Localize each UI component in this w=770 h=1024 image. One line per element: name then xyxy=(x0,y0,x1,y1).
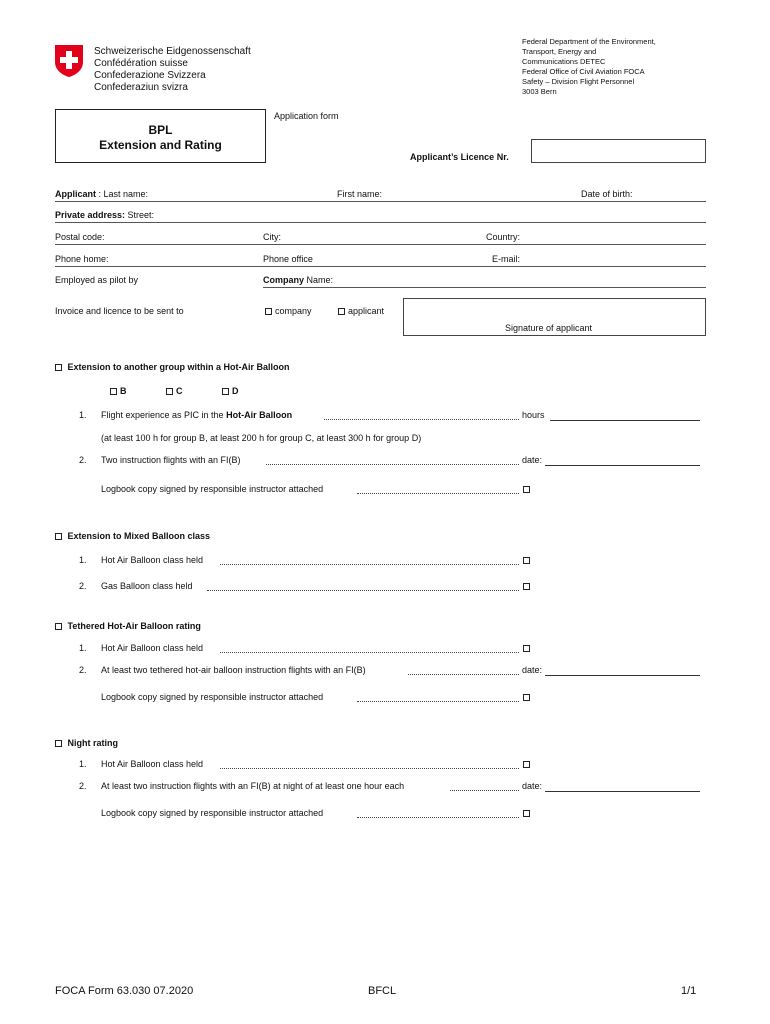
s1-item-number: 1. xyxy=(79,410,87,420)
date-field[interactable] xyxy=(545,675,700,676)
s2-item-number: 2. xyxy=(79,581,87,591)
date-label: date: xyxy=(522,665,543,675)
s1-item1-text xyxy=(101,410,292,420)
s1-item1-note: (at least 100 h for group B, at least 200 h for group C, at least 300 h for group D) xyxy=(101,433,422,443)
city-label: City: xyxy=(263,232,281,242)
department-line: Federal Office of Civil Aviation FOCA xyxy=(522,67,645,76)
leader-dots xyxy=(220,652,519,653)
checkbox-icon[interactable] xyxy=(523,694,530,701)
checkbox-icon[interactable] xyxy=(338,308,345,315)
checkbox-icon[interactable] xyxy=(523,583,530,590)
title-line-1: BPL xyxy=(148,123,173,137)
licence-number-field[interactable] xyxy=(531,139,706,163)
country-label: Country: xyxy=(486,232,521,242)
checkbox-icon[interactable] xyxy=(55,533,62,540)
leader-dots xyxy=(207,590,519,591)
leader-dots xyxy=(220,768,519,769)
street-text: Street: xyxy=(125,210,155,220)
s2-item2-checkbox[interactable] xyxy=(523,581,533,591)
company-row-line[interactable] xyxy=(263,287,706,288)
postal-row-line[interactable] xyxy=(55,244,706,245)
private-address-bold: Private address: xyxy=(55,210,126,220)
s3-item1-checkbox[interactable] xyxy=(523,643,533,653)
hours-field[interactable] xyxy=(550,420,700,421)
emblem-line: Confederazione Svizzera xyxy=(94,70,206,81)
checkbox-icon[interactable] xyxy=(110,388,117,395)
s4-item1-checkbox[interactable] xyxy=(523,759,533,769)
department-address xyxy=(522,37,656,97)
s4-item-number: 1. xyxy=(79,759,87,769)
checkbox-icon[interactable] xyxy=(523,486,530,493)
s4-item-number: 2. xyxy=(79,781,87,791)
title-line-2: Extension and Rating xyxy=(99,138,222,152)
s3-logbook-text: Logbook copy signed by responsible instructor attached xyxy=(101,692,324,702)
department-line: Communications DETEC xyxy=(522,57,606,66)
last-name-text: : Last name: xyxy=(96,189,149,199)
phone-home-label: Phone home: xyxy=(55,254,109,264)
checkbox-icon[interactable] xyxy=(55,740,62,747)
s3-title-text: Tethered Hot-Air Balloon rating xyxy=(67,621,201,631)
s4-item1-text: Hot Air Balloon class held xyxy=(101,759,204,769)
confederation-names xyxy=(94,46,251,94)
emblem-line: Confederaziun svizra xyxy=(94,82,188,93)
swiss-cross-icon xyxy=(54,44,84,78)
leader-dots xyxy=(357,817,519,818)
s1-logbook-text: Logbook copy signed by responsible instructor attached xyxy=(101,484,324,494)
s1-title-text: Extension to another group within a Hot-Air Balloon xyxy=(67,362,290,372)
department-line: Federal Department of the Environment, xyxy=(522,37,656,46)
company-name-text: Name: xyxy=(304,275,334,285)
application-form-label: Application form xyxy=(274,111,339,121)
s4-item2-text: At least two instruction flights with an FI(B) at night of at least one hour each xyxy=(101,781,405,791)
group-c-checkbox[interactable] xyxy=(166,386,183,396)
checkbox-icon[interactable] xyxy=(523,645,530,652)
invoice-label: Invoice and licence to be sent to xyxy=(55,306,184,316)
date-label: date: xyxy=(522,455,543,465)
leader-dots xyxy=(450,790,519,791)
leader-dots xyxy=(266,464,519,465)
date-field[interactable] xyxy=(545,465,700,466)
hours-label: hours xyxy=(522,410,545,420)
department-line: 3003 Bern xyxy=(522,87,557,96)
phone-office-label: Phone office xyxy=(263,254,313,264)
group-b-checkbox[interactable] xyxy=(110,386,127,396)
group-label: D xyxy=(232,386,239,396)
postal-label: Postal code: xyxy=(55,232,105,242)
s4-title[interactable] xyxy=(55,738,118,748)
employed-label: Employed as pilot by xyxy=(55,275,139,285)
s1-item2-text: Two instruction flights with an FI(B) xyxy=(101,455,241,465)
s1-title[interactable] xyxy=(55,362,290,372)
group-label: C xyxy=(176,386,183,396)
s3-logbook-checkbox[interactable] xyxy=(523,692,533,702)
email-label: E-mail: xyxy=(492,254,521,264)
leader-dots xyxy=(324,419,519,420)
department-line: Safety – Division Flight Personnel xyxy=(522,77,635,86)
last-name-label xyxy=(55,189,148,199)
first-name-label: First name: xyxy=(337,189,383,199)
opt-applicant-checkbox[interactable] xyxy=(338,306,384,316)
s3-item-number: 1. xyxy=(79,643,87,653)
s2-title-text: Extension to Mixed Balloon class xyxy=(67,531,211,541)
date-field[interactable] xyxy=(545,791,700,792)
opt-applicant-label: applicant xyxy=(348,306,385,316)
s4-title-text: Night rating xyxy=(67,738,119,748)
checkbox-icon[interactable] xyxy=(166,388,173,395)
emblem-line: Confédération suisse xyxy=(94,58,188,69)
checkbox-icon[interactable] xyxy=(265,308,272,315)
checkbox-icon[interactable] xyxy=(222,388,229,395)
s4-logbook-checkbox[interactable] xyxy=(523,808,533,818)
leader-dots xyxy=(357,493,519,494)
leader-dots xyxy=(220,564,519,565)
checkbox-icon[interactable] xyxy=(55,364,62,371)
company-name-label xyxy=(263,275,333,285)
s3-item2-text: At least two tethered hot-air balloon instruction flights with an FI(B) xyxy=(101,665,366,675)
street-row-line[interactable] xyxy=(55,222,706,223)
s2-title[interactable] xyxy=(55,531,210,541)
applicant-bold: Applicant xyxy=(55,189,97,199)
name-row-line[interactable] xyxy=(55,201,706,202)
s3-title[interactable] xyxy=(55,621,201,631)
checkbox-icon[interactable] xyxy=(523,761,530,768)
company-bold: Company xyxy=(263,275,305,285)
footer-form-number: FOCA Form 63.030 07.2020 xyxy=(55,985,194,997)
date-label: date: xyxy=(522,781,543,791)
group-d-checkbox[interactable] xyxy=(222,386,239,396)
s1-item1-pre: Flight experience as PIC in the xyxy=(101,410,227,420)
opt-company-checkbox[interactable] xyxy=(265,306,312,316)
leader-dots xyxy=(408,674,519,675)
s2-item1-checkbox[interactable] xyxy=(523,555,533,565)
footer-page: 1/1 xyxy=(681,985,697,997)
s2-item1-text: Hot Air Balloon class held xyxy=(101,555,204,565)
signature-label: Signature of applicant xyxy=(505,323,593,333)
street-label xyxy=(55,210,154,220)
footer-code: BFCL xyxy=(368,985,397,997)
s3-item1-text: Hot Air Balloon class held xyxy=(101,643,204,653)
s2-item-number: 1. xyxy=(79,555,87,565)
s1-item-number: 2. xyxy=(79,455,87,465)
s1-logbook-checkbox[interactable] xyxy=(523,484,533,494)
checkbox-icon[interactable] xyxy=(55,623,62,630)
s2-item2-text: Gas Balloon class held xyxy=(101,581,193,591)
title-box xyxy=(55,109,266,163)
emblem-line: Schweizerische Eidgenossenschaft xyxy=(94,46,251,57)
checkbox-icon[interactable] xyxy=(523,557,530,564)
dob-label: Date of birth: xyxy=(581,189,633,199)
department-line: Transport, Energy and xyxy=(522,47,597,56)
group-label: B xyxy=(120,386,127,396)
checkbox-icon[interactable] xyxy=(523,810,530,817)
s4-logbook-text: Logbook copy signed by responsible instructor attached xyxy=(101,808,324,818)
s3-item-number: 2. xyxy=(79,665,87,675)
s1-item1-bold: Hot-Air Balloon xyxy=(226,410,293,420)
opt-company-label: company xyxy=(275,306,312,316)
leader-dots xyxy=(357,701,519,702)
licence-label: Applicant’s Licence Nr. xyxy=(410,152,509,162)
phone-row-line[interactable] xyxy=(55,266,706,267)
